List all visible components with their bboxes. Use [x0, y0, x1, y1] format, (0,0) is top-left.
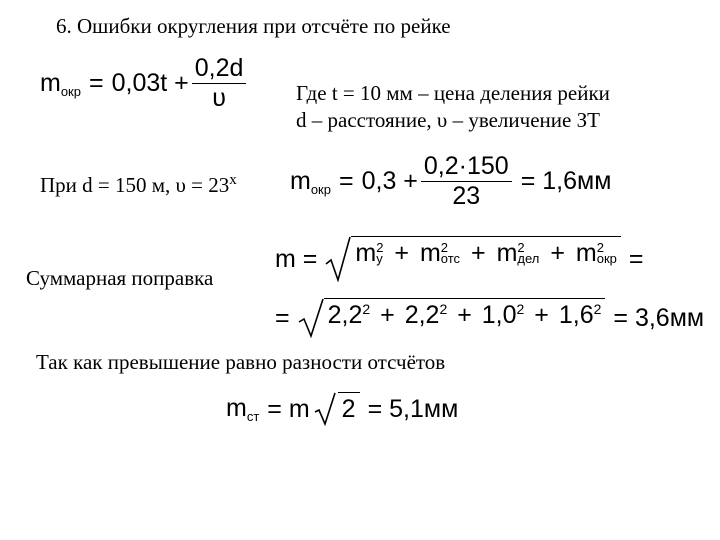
formula2-numerator: 0,2·150	[423, 152, 509, 180]
formula5-lhs-base: m	[226, 394, 247, 422]
formula5-lhs-sub: ст	[246, 409, 260, 424]
term-base: m	[575, 239, 597, 267]
summary-label: Суммарная поправка	[26, 266, 214, 290]
formula4-term-4	[559, 301, 602, 329]
formula3-term-4	[576, 239, 617, 267]
formula4-term-2	[405, 301, 448, 329]
formula5-radicand: 2	[338, 392, 360, 426]
sqrt-icon	[312, 392, 338, 426]
formula4-lead: =	[275, 303, 290, 332]
formula2-fraction	[421, 152, 512, 211]
note-line-2: d – расстояние, υ – увеличение ЗТ	[296, 108, 600, 132]
formula3-term-1	[355, 239, 383, 267]
term-sup: 2	[516, 301, 525, 317]
term-sup: 2	[440, 240, 449, 255]
formula4-result: = 3,6мм	[613, 303, 705, 332]
formula3-sqrt	[325, 236, 621, 282]
formula3-lhs: m =	[275, 244, 318, 273]
term-sub: у	[376, 251, 383, 266]
plus-sign: +	[394, 239, 409, 267]
formula5-sqrt	[312, 392, 360, 426]
formula-rounding-error	[40, 54, 249, 113]
formula5-lhs	[226, 394, 259, 424]
formula4-sqrt	[298, 298, 606, 338]
formula1-numerator: 0,2d	[194, 54, 244, 82]
plus-sign: +	[471, 239, 486, 267]
formula5-result: = 5,1мм	[367, 394, 459, 423]
term-base: 1,6	[558, 301, 594, 329]
formula3-term-3	[497, 239, 540, 267]
formula-station-error	[226, 392, 458, 426]
formula4-term-1	[328, 301, 371, 329]
definitions-note	[296, 80, 610, 134]
slide-title: 6. Ошибки округления при отсчёте по рейке	[56, 14, 451, 38]
plus-sign: +	[457, 301, 472, 329]
given-sup: x	[229, 172, 237, 188]
formula3-tail: =	[628, 244, 644, 273]
formula1-fraction	[192, 54, 247, 113]
formula5-eq: = m	[267, 394, 310, 423]
formula2-lhs-base: m	[290, 166, 311, 195]
formula3-radicand	[351, 236, 621, 282]
since-text: Так как превышение равно разности отсчётов	[36, 350, 446, 374]
formula1-lhs-sub: окр	[60, 83, 81, 99]
term-sub: окр	[596, 251, 617, 266]
formula4-term-3	[482, 301, 525, 329]
term-sup: 2	[517, 240, 525, 255]
formula-total-numeric	[275, 298, 704, 338]
formula-rounding-calc	[290, 152, 611, 211]
formula1-lhs-base: m	[40, 68, 61, 97]
term-sup: 2	[362, 301, 371, 317]
formula2-eq: =	[338, 167, 354, 195]
formula4-radicand	[324, 298, 606, 338]
term-base: m	[419, 239, 441, 267]
given-values	[40, 172, 237, 198]
formula3-term-2	[420, 239, 460, 267]
plus-sign: +	[550, 239, 565, 267]
sqrt-icon	[298, 298, 324, 338]
formula2-term: 0,3 +	[361, 167, 418, 195]
formula1-denominator: υ	[192, 83, 247, 113]
term-base: 2,2	[327, 301, 363, 329]
formula1-lhs	[40, 69, 81, 99]
formula1-eq: =	[88, 69, 104, 97]
plus-sign: +	[534, 301, 549, 329]
term-base: 1,0	[481, 301, 517, 329]
term-base: 2,2	[404, 301, 440, 329]
term-sup: 2	[439, 301, 448, 317]
term-base: m	[355, 239, 377, 267]
given-text: При d = 150 м, υ = 23	[40, 173, 230, 197]
formula-total-symbolic	[275, 236, 643, 282]
term-sub: отс	[440, 251, 461, 266]
term-sup: 2	[593, 301, 602, 317]
note-line-1: Где t = 10 мм – цена деления рейки	[296, 81, 610, 105]
formula2-result: = 1,6мм	[520, 167, 612, 195]
term-sup: 2	[596, 240, 604, 255]
plus-sign: +	[380, 301, 395, 329]
formula2-lhs	[290, 167, 331, 197]
formula2-denominator: 23	[421, 181, 512, 211]
sqrt-icon	[325, 236, 351, 282]
term-sub: дел	[517, 251, 540, 266]
formula2-lhs-sub: окр	[310, 181, 331, 197]
term-base: m	[496, 239, 518, 267]
formula1-term: 0,03t +	[111, 69, 189, 97]
term-sup: 2	[376, 240, 384, 255]
